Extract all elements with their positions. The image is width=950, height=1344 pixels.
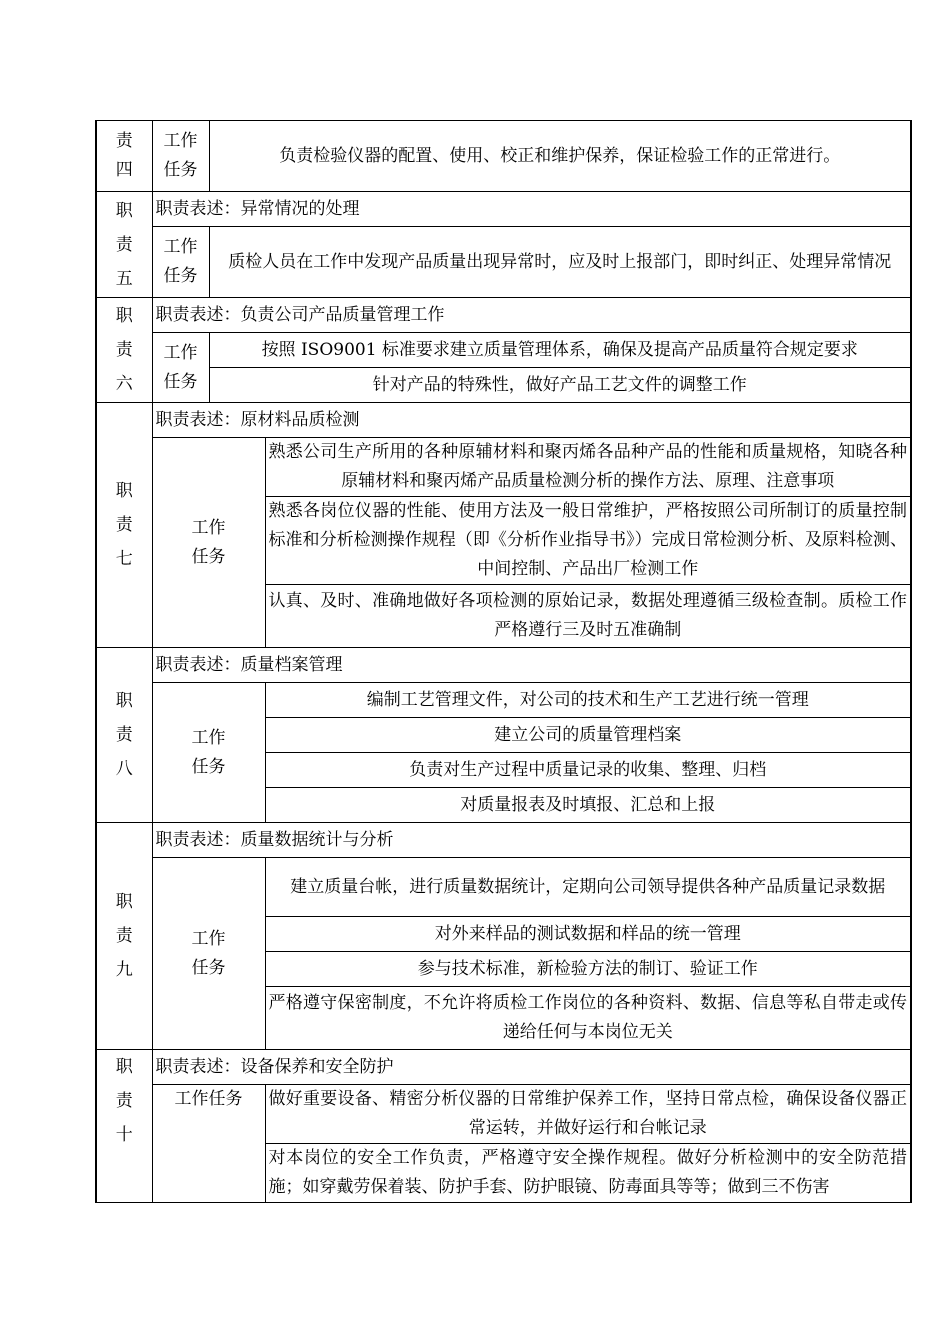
duty-7-task-label-text: 工作 任务	[191, 517, 226, 567]
duty-7-task-2: 熟悉各岗位仪器的性能、使用方法及一般日常维护，严格按照公司所制订的质量控制标准和分析检测操作规程（即《分析作业指导书》）完成日常检测分析、及原料检测、中间控制、产品出厂检测工作	[265, 497, 911, 585]
duty-7-task-label	[152, 438, 265, 648]
duty-7-task-1: 熟悉公司生产所用的各种原辅材料和聚丙烯各品种产品的性能和质量规格，知晓各种原辅材料和聚丙烯产品质量检测分析的操作方法、原理、注意事项	[265, 438, 911, 497]
duty-9-statement: 职责表述：质量数据统计与分析	[152, 823, 911, 858]
duty-5-statement-row	[96, 192, 911, 227]
duty-9-role-text: 职 责 九	[115, 892, 133, 980]
duty-7-role	[96, 403, 152, 648]
duty-10-statement: 职责表述：设备保养和安全防护	[152, 1050, 911, 1085]
duty-8-task-4: 对质量报表及时填报、汇总和上报	[265, 788, 911, 823]
duty-6-statement-row	[96, 298, 911, 333]
duty-4-role-text: 责 四	[115, 131, 133, 180]
duty-8-task-label	[152, 683, 265, 823]
duty-9-task-3: 参与技术标准，新检验方法的制订、验证工作	[265, 952, 911, 987]
duty-9-role	[96, 823, 152, 1050]
duty-8-task-2: 建立公司的质量管理档案	[265, 718, 911, 753]
duty-6-task-1: 按照 ISO9001 标准要求建立质量管理体系，确保及提高产品质量符合规定要求	[209, 333, 911, 368]
duty-5-task-label-text: 工作 任务	[163, 237, 198, 286]
duty-9-task-row-1	[96, 858, 911, 917]
duty-4-task-label-text: 工作 任务	[163, 131, 198, 180]
duty-5-task-1: 质检人员在工作中发现产品质量出现异常时，应及时上报部门，即时纠正、处理异常情况	[209, 227, 911, 298]
duty-10-task-1: 做好重要设备、精密分析仪器的日常维护保养工作，坚持日常点检，确保设备仪器正常运转，并做好运行和台帐记录	[265, 1085, 911, 1144]
duty-9-task-label	[152, 858, 265, 1050]
duty-8-task-label-text: 工作 任务	[191, 727, 226, 777]
duty-6-task-2: 针对产品的特殊性，做好产品工艺文件的调整工作	[209, 368, 911, 403]
duty-10-task-label-text: 工作任务	[174, 1089, 243, 1109]
duty-8-statement: 职责表述：质量档案管理	[152, 648, 911, 683]
duty-6-statement: 职责表述：负责公司产品质量管理工作	[152, 298, 911, 333]
duty-table	[95, 120, 912, 1203]
duty-7-task-row-1	[96, 438, 911, 497]
duty-4-role	[96, 121, 152, 192]
duty-8-task-3: 负责对生产过程中质量记录的收集、整理、归档	[265, 753, 911, 788]
duty-10-task-2: 对本岗位的安全工作负责，严格遵守安全操作规程。做好分析检测中的安全防范措施；如穿戴劳保着装、防护手套、防护眼镜、防毒面具等等；做到三不伤害	[265, 1144, 911, 1203]
duty-9-task-label-text: 工作 任务	[191, 928, 226, 978]
duty-6-task-row-1	[96, 333, 911, 368]
duty-9-task-4: 严格遵守保密制度，不允许将质检工作岗位的各种资料、数据、信息等私自带走或传递给任何与本岗位无关	[265, 987, 911, 1050]
duty-9-task-2: 对外来样品的测试数据和样品的统一管理	[265, 917, 911, 952]
duty-9-statement-row	[96, 823, 911, 858]
duty-10-statement-row	[96, 1050, 911, 1085]
duty-6-role	[96, 298, 152, 403]
duty-5-role	[96, 192, 152, 298]
duty-6-task-label-text: 工作 任务	[163, 342, 198, 392]
duty-6-role-text: 职 责 六	[115, 306, 133, 394]
duty-7-task-3: 认真、及时、准确地做好各项检测的原始记录，数据处理遵循三级检查制。质检工作严格遵行三及时五准确制	[265, 585, 911, 648]
duty-4-task-label	[152, 121, 209, 192]
duty-6-task-label	[152, 333, 209, 403]
duty-4-task-1: 负责检验仪器的配置、使用、校正和维护保养，保证检验工作的正常进行。	[209, 121, 911, 192]
duty-10-task-row-1	[96, 1085, 911, 1144]
duty-8-task-row-1	[96, 683, 911, 718]
duty-9-task-1: 建立质量台帐，进行质量数据统计，定期向公司领导提供各种产品质量记录数据	[265, 858, 911, 917]
duty-10-task-label	[152, 1085, 265, 1203]
duty-5-statement: 职责表述：异常情况的处理	[152, 192, 911, 227]
duty-5-role-text: 职 责 五	[115, 200, 133, 289]
duty-8-statement-row	[96, 648, 911, 683]
duty-8-role	[96, 648, 152, 823]
duty-6-task-row-2	[96, 368, 911, 403]
duty-4-task-row	[96, 121, 911, 192]
duty-8-role-text: 职 责 八	[115, 691, 133, 779]
duty-5-task-label	[152, 227, 209, 298]
duty-8-task-1: 编制工艺管理文件，对公司的技术和生产工艺进行统一管理	[265, 683, 911, 718]
duty-7-role-text: 职 责 七	[115, 481, 133, 569]
duty-5-task-row	[96, 227, 911, 298]
duty-10-role	[96, 1050, 152, 1203]
duty-7-statement: 职责表述：原材料品质检测	[152, 403, 911, 438]
duty-7-statement-row	[96, 403, 911, 438]
duty-10-role-text: 职 责 十	[115, 1057, 133, 1145]
